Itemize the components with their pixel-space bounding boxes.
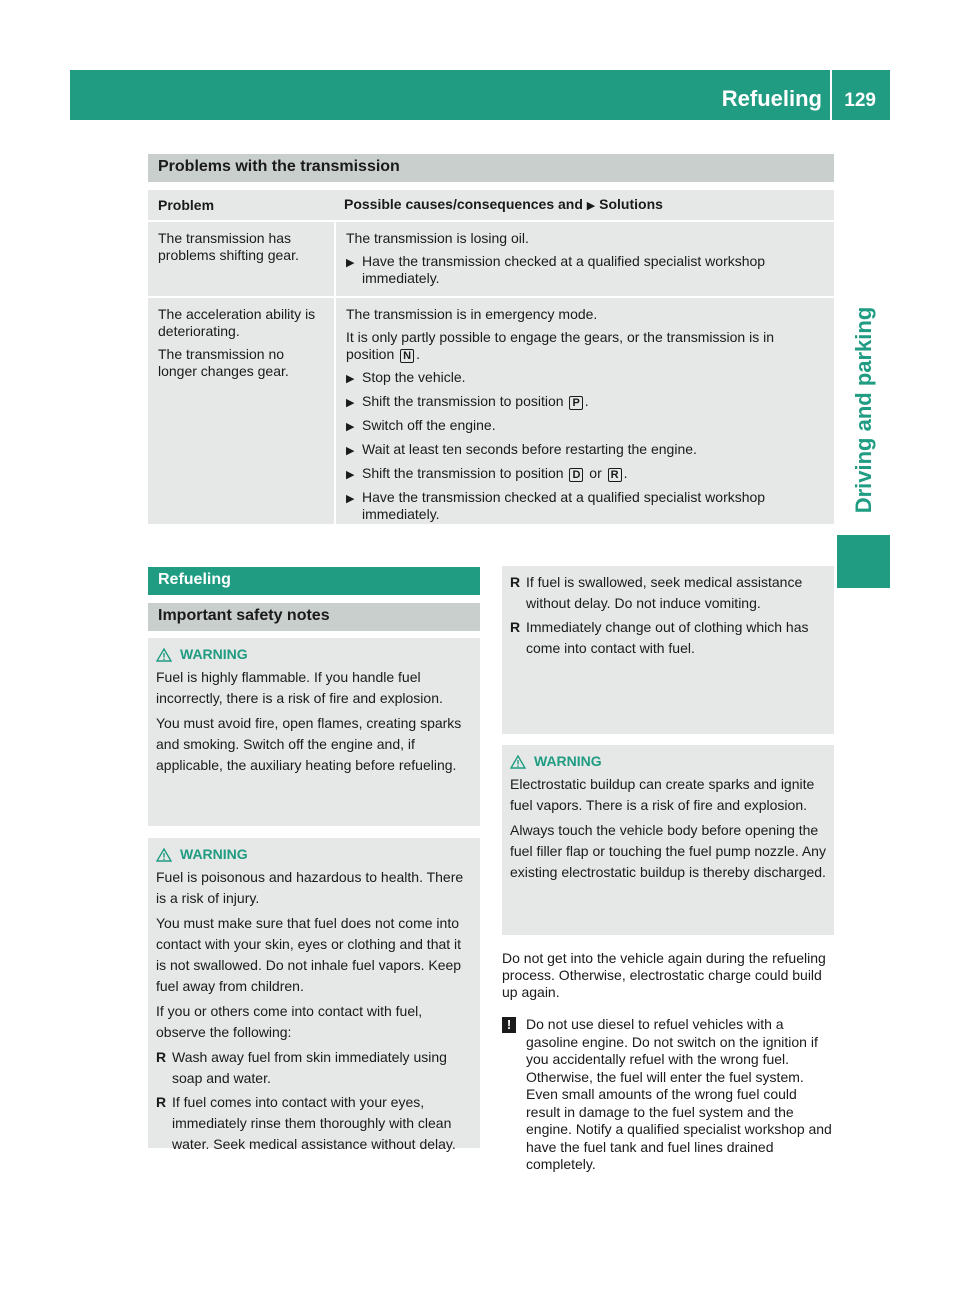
arrow-right-icon: ▶ (346, 421, 355, 433)
side-tab (837, 300, 890, 520)
problem-text: The acceleration ability is deteriorating. (158, 306, 316, 339)
warning-triangle-icon (156, 648, 172, 662)
warning-box (148, 838, 480, 1152)
header-solutions (334, 196, 834, 215)
solution-step: ▶ Shift the transmission to position D or R . (346, 465, 826, 484)
cause-text: The transmission is in emergency mode. (346, 306, 598, 322)
body-paragraph: Do not get into the vehicle again during the refueling process. Otherwise, electrostatic charge could build up again. (502, 950, 826, 1000)
warning-box (148, 638, 480, 826)
warning-text: You must make sure that fuel does not come into contact with your skin, eyes or clothing and that it is not swallowed. Do not inhale fuel vapors. Keep fuel away from children. (156, 915, 462, 994)
arrow-right-icon: ▶ (346, 397, 355, 409)
gear-p-icon: P (569, 396, 582, 410)
side-tab-marker (837, 535, 890, 588)
solution-step: ▶ Wait at least ten seconds before restarting the engine. (346, 441, 826, 460)
warning-triangle-icon (510, 755, 526, 769)
list-item: R If fuel is swallowed, seek medical assistance without delay. Do not induce vomiting. (510, 574, 803, 611)
list-item: R Wash away fuel from skin immediately using soap and water. (156, 1049, 447, 1086)
warning-text: Electrostatic buildup can create sparks and ignite fuel vapors. There is a risk of fire and explosion. (510, 776, 815, 813)
warning-box-continued (502, 566, 834, 734)
table-header-row (148, 190, 834, 220)
warning-text: Always touch the vehicle body before opening the fuel filler flap or touching the fuel pump nozzle. Any existing electrostatic buildup is thereby discharged. (510, 822, 826, 880)
warning-heading: WARNING (156, 644, 472, 665)
arrow-right-icon: ▶ (346, 445, 355, 457)
gear-n-icon: N (400, 349, 414, 363)
header-problem: Problem (158, 196, 215, 213)
warning-heading: WARNING (156, 844, 472, 865)
solution-step: ▶ Have the transmission checked at a qualified specialist workshop immediately. (346, 489, 766, 522)
gear-d-icon: D (569, 468, 583, 482)
page-number: 129 (844, 90, 876, 111)
cause-text: It is only partly possible to engage the gears, or the transmission is in position N . (346, 329, 774, 362)
warning-triangle-icon (156, 848, 172, 862)
transmission-table (148, 154, 834, 524)
arrow-right-icon: ▶ (346, 493, 355, 505)
warning-text: If you or others come into contact with fuel, observe the following: (156, 1003, 423, 1040)
solution-step: ▶ Stop the vehicle. (346, 369, 826, 388)
warning-box (502, 745, 834, 935)
header-divider (830, 70, 832, 120)
solution-step: ▶ Have the transmission checked at a qualified specialist workshop immediately. (346, 253, 766, 286)
section-title: Refueling (148, 567, 480, 595)
section-subtitle: Important safety notes (148, 603, 480, 631)
solution-step: ▶ Shift the transmission to position P . (346, 393, 826, 412)
arrow-right-icon: ▶ (346, 373, 355, 385)
arrow-right-icon: ▶ (346, 469, 355, 481)
list-item: R If fuel comes into contact with your eyes, immediately rinse them thoroughly with clean water. Seek medical assistance without delay. (156, 1094, 456, 1152)
header-solutions-post: Solutions (599, 195, 663, 212)
solution-step: ▶ Switch off the engine. (346, 417, 826, 436)
warning-text: Fuel is poisonous and hazardous to health. There is a risk of injury. (156, 869, 464, 906)
table-row (148, 298, 834, 524)
gear-r-icon: R (608, 468, 622, 482)
note-block (502, 1016, 834, 1174)
warning-text: Fuel is highly flammable. If you handle fuel incorrectly, there is a risk of fire and explosion. (156, 669, 443, 706)
page-header (70, 70, 890, 120)
side-tab-label: Driving and parking (850, 306, 876, 514)
header-title: Refueling (721, 86, 822, 111)
warning-heading: WARNING (510, 751, 826, 772)
header-solutions-pre: Possible causes/consequences and (344, 195, 583, 212)
warning-text: You must avoid fire, open flames, creating sparks and smoking. Switch off the engine and, if applicable, the auxiliary heating before refueling. (156, 715, 462, 773)
arrow-right-icon: ▶ (586, 199, 596, 212)
arrow-right-icon: ▶ (346, 257, 355, 269)
note-text: Do not use diesel to refuel vehicles with a gasoline engine. Do not switch on the ignition if you accidentally refuel with the wrong fuel. Otherwise, the fuel will enter the fuel system. Even small amounts of the wrong fuel could result in damage to the fuel system and the engine. Notify a qualified specialist workshop and have the fuel tank and fuel lines drained completely. (526, 1016, 832, 1172)
table-row (148, 222, 834, 296)
list-item: R Immediately change out of clothing which has come into contact with fuel. (510, 619, 809, 656)
table-title: Problems with the transmission (148, 154, 834, 182)
cause-text: The transmission is losing oil. (346, 230, 529, 246)
problem-text: The transmission has problems shifting gear. (158, 230, 299, 263)
exclamation-icon: ! (502, 1017, 516, 1033)
problem-text: The transmission no longer changes gear. (158, 346, 289, 379)
